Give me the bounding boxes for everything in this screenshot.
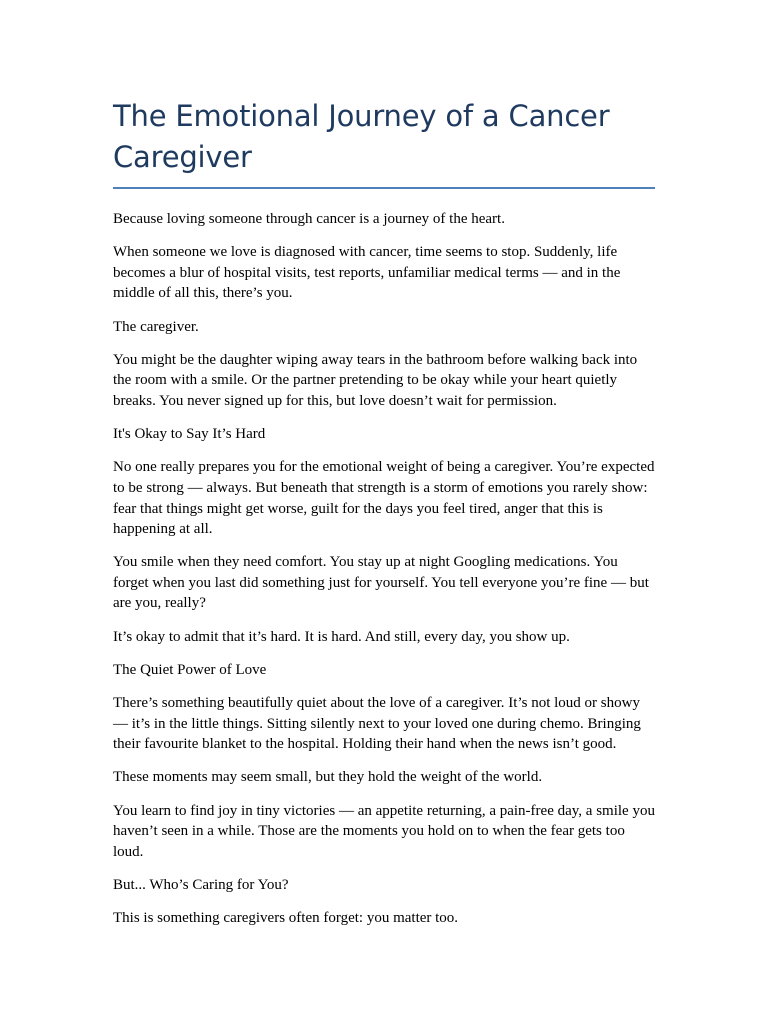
section-heading-its-okay: It's Okay to Say It’s Hard	[113, 426, 266, 443]
paragraph: You learn to find joy in tiny victories — an appetite returning, a pain-free day, a smile you haven’t seen in a while. Those are the moments you hold on to when the fear gets too loud.	[113, 802, 655, 860]
paragraph-intro: Because loving someone through cancer is a journey of the heart.	[113, 211, 505, 227]
section-heading-whos-caring: But... Who’s Caring for You?	[113, 876, 289, 893]
paragraph: This is something caregivers often forget: you matter too.	[113, 910, 459, 927]
paragraph: When someone we love is diagnosed with cancer, time seems to stop. Suddenly, life becomes a blur of hospital visits, test reports, unfamiliar medical terms — and in the middle of all this, there’s you.	[113, 244, 621, 302]
paragraph: No one really prepares you for the emotional weight of being a caregiver. You’re expected to be strong — always. But beneath that strength is a storm of emotions you rarely show: fear that things might get worse, guilt for the days you feel tired, anger that this is happening at all.	[113, 459, 655, 538]
document-title: The Emotional Journey of a Cancer Caregiver	[113, 99, 610, 174]
paragraph: It’s okay to admit that it’s hard. It is hard. And still, every day, you show up.	[113, 628, 570, 645]
paragraph: These moments may seem small, but they hold the weight of the world.	[113, 769, 543, 786]
paragraph: There’s something beautifully quiet about the love of a caregiver. It’s not loud or showy — it’s in the little things. Sitting silently next to your loved one during chemo. Bringing their favourite blanket to the hospital. Holding their hand when the news isn’t good.	[113, 695, 641, 753]
paragraph: You might be the daughter wiping away tears in the bathroom before walking back into the room with a smile. Or the partner pretending to be okay while your heart quietly breaks. You never signed up for this, but love doesn’t wait for permission.	[113, 351, 638, 409]
title-underline	[113, 187, 655, 189]
document-page	[113, 96, 655, 941]
section-heading-quiet-power: The Quiet Power of Love	[113, 661, 267, 678]
paragraph: You smile when they need comfort. You stay up at night Googling medications. You forget when you last did something just for yourself. You tell everyone you’re fine — but are you, really?	[113, 554, 649, 612]
paragraph: The caregiver.	[113, 318, 199, 335]
